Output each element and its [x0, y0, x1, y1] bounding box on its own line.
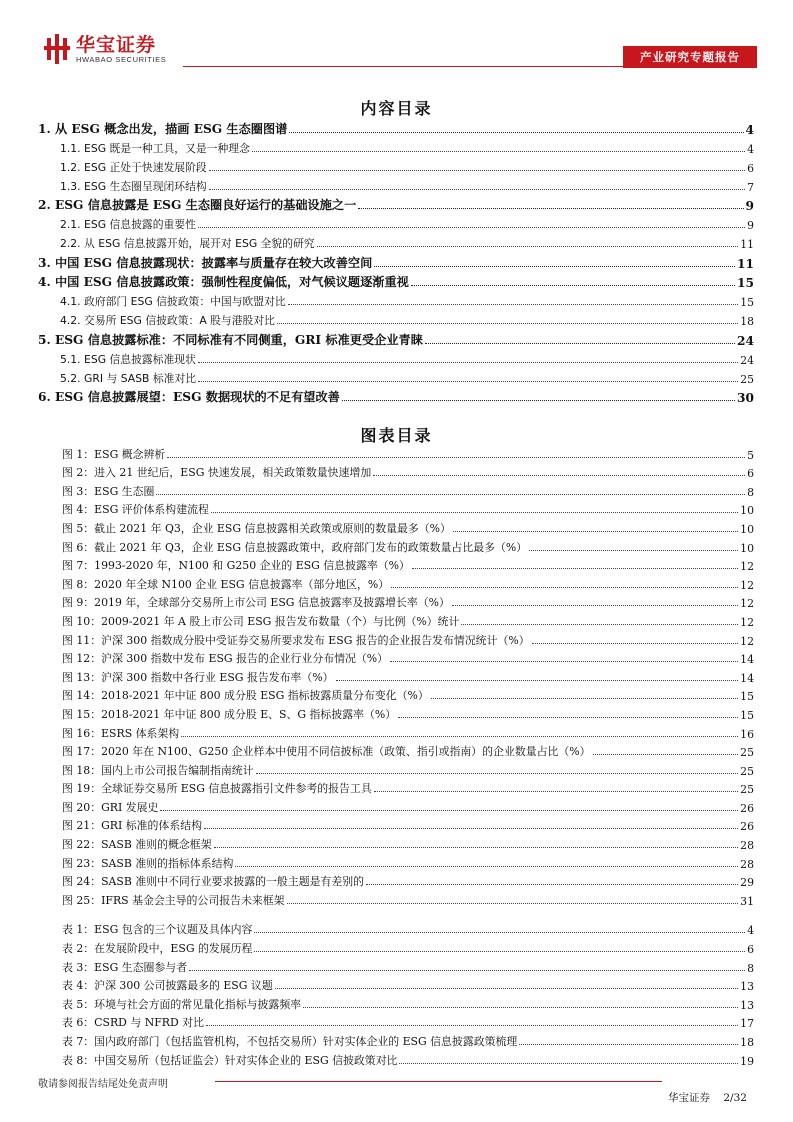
dot-leader	[373, 475, 745, 476]
figure-entry-title: 图 16：ESRS 体系架构	[62, 726, 180, 740]
figure-entry-page: 12	[740, 615, 754, 629]
figure-entry[interactable]	[38, 666, 754, 685]
dot-leader	[211, 512, 738, 513]
table-entry-title: 表 7：国内政府部门（包括监管机构，不包括交易所）针对实体企业的 ESG 信息披露政策梳理	[62, 1035, 518, 1048]
dot-leader	[336, 680, 739, 681]
logo-english-name: HWABAO SECURITIES	[76, 54, 167, 64]
dot-leader	[254, 932, 745, 933]
figure-entry[interactable]	[38, 852, 754, 871]
dot-leader	[275, 988, 738, 989]
figure-entry-title: 图 8：2020 年全球 N100 企业 ESG 信息披露率（部分地区，%）	[62, 577, 390, 591]
figure-entry-page: 10	[740, 504, 754, 518]
toc-section-entry[interactable]	[38, 309, 754, 328]
table-entry-title: 表 5：环境与社会方面的常见量化指标与披露频率	[62, 997, 302, 1011]
dot-leader	[198, 381, 738, 382]
dot-leader	[399, 1063, 738, 1064]
figure-entry-title: 图 22：SASB 准则的概念框架	[62, 838, 212, 852]
figure-entry-page: 12	[740, 560, 754, 574]
figure-entry-title: 图 13：沪深 300 指数中各行业 ESG 报告发布率（%）	[62, 670, 334, 684]
toc-section-entry[interactable]	[38, 290, 754, 309]
figure-entry-title: 图 9：2019 年，全球部分交易所上市公司 ESG 信息披露率及披露增长率（%）	[62, 596, 450, 610]
figure-entry-page: 28	[740, 839, 754, 853]
figure-entry[interactable]	[38, 536, 754, 555]
table-entry-title: 表 2：在发展阶段中，ESG 的发展历程	[62, 942, 253, 956]
toc-chapter-entry[interactable]	[38, 117, 754, 137]
dot-leader	[398, 717, 738, 718]
figure-entry-title: 图 20：GRI 发展史	[62, 800, 159, 814]
report-type-badge: 产业研究专题报告	[623, 46, 757, 68]
figure-entry[interactable]	[38, 833, 754, 852]
figure-entry-title: 图 12：沪深 300 指数中发布 ESG 报告的企业行业分布情况（%）	[62, 652, 389, 666]
table-entry-page: 4	[747, 924, 754, 938]
figure-entry-page: 26	[740, 801, 754, 815]
figure-entry-title: 图 1：ESG 概念辨析	[62, 447, 166, 461]
toc-chapter-entry-title: 3. 中国 ESG 信息披露现状：披露率与质量存在较大改善空间	[38, 255, 373, 270]
toc-chapter-entry-title: 2. ESG 信息披露是 ESG 生态圈良好运行的基础设施之一	[38, 198, 357, 212]
toc-section-entry-title: 5.2. GRI 与 SASB 标准对比	[60, 371, 197, 385]
dot-leader	[431, 698, 738, 699]
figure-entry[interactable]	[38, 499, 754, 518]
toc-chapter-entry[interactable]	[38, 271, 754, 291]
footer-divider	[215, 1081, 662, 1082]
figure-entry-title: 图 14：2018-2021 年中证 800 成分股 ESG 指标披露质量分布变化（%）	[62, 689, 429, 703]
toc-section-entry-page: 6	[747, 161, 754, 175]
toc-chapter-entry-title: 4. 中国 ESG 信息披露政策：强制性程度偏低，对气候议题逐渐重视	[38, 275, 409, 289]
figure-entry[interactable]	[38, 796, 754, 815]
figure-entry[interactable]	[38, 462, 754, 481]
toc-chapter-entry-page: 4	[745, 122, 754, 137]
dot-leader	[374, 266, 735, 267]
dot-leader	[204, 828, 738, 829]
contents-list	[38, 117, 754, 405]
table-entry-title: 表 4：沪深 300 公司披露最多的 ESG 议题	[62, 979, 273, 993]
toc-section-entry-page: 25	[740, 372, 754, 386]
disclaimer-note: 敬请参阅报告结尾处免责声明	[38, 1079, 168, 1090]
table-entry[interactable]	[38, 1049, 754, 1068]
dot-leader	[593, 754, 739, 755]
dot-leader	[254, 951, 745, 952]
dot-leader	[412, 568, 738, 569]
figure-entry-page: 12	[740, 578, 754, 592]
table-entry[interactable]	[38, 919, 754, 938]
figure-entry[interactable]	[38, 443, 754, 462]
figure-entry-page: 25	[740, 746, 754, 760]
dot-leader	[209, 170, 745, 171]
dot-leader	[374, 791, 738, 792]
logo-mark-icon	[44, 34, 70, 64]
dot-leader	[198, 227, 745, 228]
dot-leader	[390, 661, 738, 662]
toc-chapter-entry-page: 30	[737, 391, 754, 405]
dot-leader	[206, 1025, 738, 1026]
figure-entry-page: 31	[740, 894, 754, 908]
toc-section-entry-title: 1.3. ESG 生态圈呈现闭环结构	[60, 179, 207, 193]
figure-entry[interactable]	[38, 778, 754, 797]
figure-entry[interactable]	[38, 871, 754, 890]
dot-leader	[411, 285, 735, 286]
figure-entry-page: 14	[740, 653, 754, 667]
figures-list	[38, 443, 754, 1068]
figure-entry-page: 6	[747, 467, 754, 481]
contents-title: 内容目录	[360, 99, 433, 118]
figure-entry[interactable]	[38, 703, 754, 722]
footer-page-info	[668, 1090, 747, 1105]
toc-section-entry[interactable]	[38, 175, 754, 194]
table-entry[interactable]	[38, 956, 754, 975]
dot-leader	[289, 132, 743, 133]
table-entry[interactable]	[38, 1030, 754, 1049]
toc-chapter-entry-page: 15	[737, 276, 754, 290]
dot-leader	[303, 1007, 738, 1008]
figure-entry[interactable]	[38, 815, 754, 834]
dot-leader	[156, 494, 745, 495]
table-entry-page: 8	[747, 961, 754, 975]
figure-entry-page: 25	[740, 764, 754, 778]
dot-leader	[214, 847, 739, 848]
toc-chapter-entry-title: 5. ESG 信息披露标准：不同标准有不同侧重，GRI 标准更受企业青睐	[38, 332, 423, 347]
dot-leader	[235, 866, 738, 867]
figure-entry-title: 图 5：截止 2021 年 Q3，企业 ESG 信息披露相关政策或原则的数量最多（%）	[62, 521, 451, 535]
toc-chapter-entry[interactable]	[38, 251, 754, 271]
figure-entry[interactable]	[38, 889, 754, 908]
toc-section-entry-title: 4.2. 交易所 ESG 信披政策：A 股与港股对比	[60, 314, 275, 327]
figure-entry[interactable]	[38, 648, 754, 667]
table-entry-title: 表 8：中国交易所（包括证监会）针对实体企业的 ESG 信披政策对比	[62, 1053, 398, 1067]
toc-section-entry-page: 11	[740, 238, 754, 251]
table-entry-page: 19	[740, 1054, 754, 1068]
dot-leader	[452, 605, 738, 606]
dot-leader	[391, 587, 738, 588]
table-entry[interactable]	[38, 975, 754, 994]
figure-entry-page: 25	[740, 783, 754, 797]
company-logo	[44, 34, 166, 64]
figure-entry-title: 图 6：截止 2021 年 Q3，企业 ESG 信息披露政策中，政府部门发布的政策数量占比最多（%）	[62, 540, 528, 554]
table-entry[interactable]	[38, 1012, 754, 1031]
toc-section-entry-title: 2.1. ESG 信息披露的重要性	[60, 218, 196, 231]
table-entry-page: 13	[740, 980, 754, 994]
figure-entry-title: 图 3：ESG 生态圈	[62, 484, 155, 498]
figure-entry-page: 14	[740, 671, 754, 685]
toc-chapter-entry-page: 9	[745, 199, 754, 213]
figure-entry-title: 图 23：SASB 准则的指标体系结构	[62, 856, 234, 870]
figure-entry-page: 8	[747, 485, 754, 499]
toc-section-entry[interactable]	[38, 367, 754, 386]
figure-entry[interactable]	[38, 629, 754, 648]
toc-section-entry[interactable]	[38, 213, 754, 232]
footer-company: 华宝证券	[668, 1092, 710, 1104]
figure-entry-title: 图 10：2009-2021 年 A 股上市公司 ESG 报告发布数量（个）与比例（%）统计	[62, 614, 460, 628]
toc-section-entry-page: 9	[747, 219, 754, 232]
figure-entry[interactable]	[38, 610, 754, 629]
figure-entry-page: 15	[740, 690, 754, 704]
figure-entry-page: 28	[740, 857, 754, 871]
table-entry-page: 13	[740, 998, 754, 1012]
toc-chapter-entry-page: 24	[737, 333, 754, 348]
figure-entry[interactable]	[38, 480, 754, 499]
toc-chapter-entry[interactable]	[38, 194, 754, 214]
dot-leader	[256, 773, 739, 774]
dot-leader	[529, 550, 738, 551]
figure-entry-page: 5	[747, 448, 754, 462]
logo-chinese-name: 华宝证券	[76, 33, 157, 56]
figure-entry-title: 图 11：沪深 300 指数成分股中受证券交易所要求发布 ESG 报告的企业报告发布情况统计（%）	[62, 633, 530, 647]
figure-entry[interactable]	[38, 759, 754, 778]
toc-chapter-entry-title: 6. ESG 信息披露展望：ESG 数据现状的不足有望改善	[38, 390, 340, 404]
toc-section-entry-page: 15	[740, 296, 754, 309]
dot-leader	[198, 362, 738, 363]
dot-leader	[453, 531, 738, 532]
figure-entry-page: 10	[740, 541, 754, 555]
figure-entry-title: 图 7：1993-2020 年，N100 和 G250 企业的 ESG 信息披露率（%）	[62, 559, 410, 573]
figure-entry-title: 图 2：进入 21 世纪后，ESG 快速发展，相关政策数量快速增加	[62, 466, 372, 480]
dot-leader	[160, 810, 738, 811]
table-entry-page: 17	[740, 1017, 754, 1031]
toc-section-entry-page: 7	[747, 180, 754, 194]
toc-section-entry-page: 24	[740, 353, 754, 367]
table-entry-title: 表 1：ESG 包含的三个议题及具体内容	[62, 923, 253, 937]
figure-entry[interactable]	[38, 573, 754, 592]
table-entry-page: 6	[747, 943, 754, 957]
dot-leader	[167, 457, 745, 458]
figure-entry-title: 图 18：国内上市公司报告编制指南统计	[62, 763, 254, 777]
toc-section-entry[interactable]	[38, 156, 754, 175]
toc-section-entry[interactable]	[38, 348, 754, 367]
figure-entry-page: 26	[740, 820, 754, 834]
table-entry-title: 表 3：ESG 生态圈参与者	[62, 960, 188, 974]
dot-leader	[461, 624, 738, 625]
table-entry[interactable]	[38, 993, 754, 1012]
figure-entry[interactable]	[38, 592, 754, 611]
dot-leader	[181, 736, 738, 737]
dot-leader	[425, 343, 735, 344]
dot-leader	[252, 151, 745, 152]
list-gap	[38, 908, 754, 919]
dot-leader	[342, 400, 735, 401]
figure-entry-title: 图 15：2018-2021 年中证 800 成分股 E、S、G 指标披露率（%）	[62, 707, 397, 721]
dot-leader	[209, 189, 745, 190]
figure-entry-page: 12	[740, 634, 754, 648]
table-entry-page: 18	[740, 1036, 754, 1049]
table-entry-title: 表 6：CSRD 与 NFRD 对比	[62, 1016, 204, 1030]
figure-entry-title: 图 24：SASB 准则中不同行业要求披露的一般主题是有差别的	[62, 875, 365, 889]
figure-entry[interactable]	[38, 517, 754, 536]
toc-section-entry-page: 18	[740, 315, 754, 328]
toc-section-entry-page: 4	[747, 142, 754, 156]
figure-entry-page: 16	[740, 727, 754, 741]
figure-entry-title: 图 25：IFRS 基金会主导的公司报告未来框架	[62, 893, 285, 907]
dot-leader	[288, 304, 739, 305]
figure-entry-title: 图 17：2020 年在 N100、G250 企业样本中使用不同信披标准（政策、指引或指南）的企业数量占比（%）	[62, 745, 591, 759]
dot-leader	[287, 903, 739, 904]
figure-entry-title: 图 21：GRI 标准的体系结构	[62, 819, 202, 833]
toc-section-entry[interactable]	[38, 137, 754, 156]
page-number: 2/32	[723, 1092, 747, 1104]
table-entry[interactable]	[38, 937, 754, 956]
page-header	[0, 0, 793, 78]
toc-chapter-entry[interactable]	[38, 328, 754, 348]
figures-title: 图表目录	[360, 426, 433, 445]
dot-leader	[532, 643, 739, 644]
figure-entry[interactable]	[38, 555, 754, 574]
toc-section-entry[interactable]	[38, 232, 754, 251]
dot-leader	[189, 970, 745, 971]
figure-entry-page: 29	[740, 876, 754, 890]
toc-chapter-entry-title: 1. 从 ESG 概念出发，描画 ESG 生态圈图谱	[38, 121, 288, 136]
dot-leader	[317, 246, 739, 247]
figure-entry-title: 图 19：全球证券交易所 ESG 信息披露指引文件参考的报告工具	[62, 782, 372, 796]
toc-section-entry-title: 4.1. 政府部门 ESG 信披政策：中国与欧盟对比	[60, 295, 286, 308]
figure-entry-page: 12	[740, 597, 754, 611]
dot-leader	[358, 208, 743, 209]
dot-leader	[277, 323, 738, 324]
toc-section-entry-title: 5.1. ESG 信息披露标准现状	[60, 352, 196, 366]
figure-entry-title: 图 4：ESG 评价体系构建流程	[62, 503, 209, 517]
toc-chapter-entry[interactable]	[38, 386, 754, 406]
figure-entry[interactable]	[38, 741, 754, 760]
figure-entry[interactable]	[38, 722, 754, 741]
dot-leader	[519, 1044, 738, 1045]
dot-leader	[366, 884, 738, 885]
toc-section-entry-title: 2.2. 从 ESG 信息披露开始，展开对 ESG 全貌的研究	[60, 237, 315, 250]
toc-section-entry-title: 1.2. ESG 正处于快速发展阶段	[60, 160, 207, 174]
figure-entry-page: 10	[740, 522, 754, 536]
toc-chapter-entry-page: 11	[737, 256, 754, 271]
toc-section-entry-title: 1.1. ESG 既是一种工具，又是一种理念	[60, 141, 250, 155]
header-divider	[183, 66, 623, 67]
figure-entry[interactable]	[38, 685, 754, 704]
figure-entry-page: 15	[740, 708, 754, 722]
